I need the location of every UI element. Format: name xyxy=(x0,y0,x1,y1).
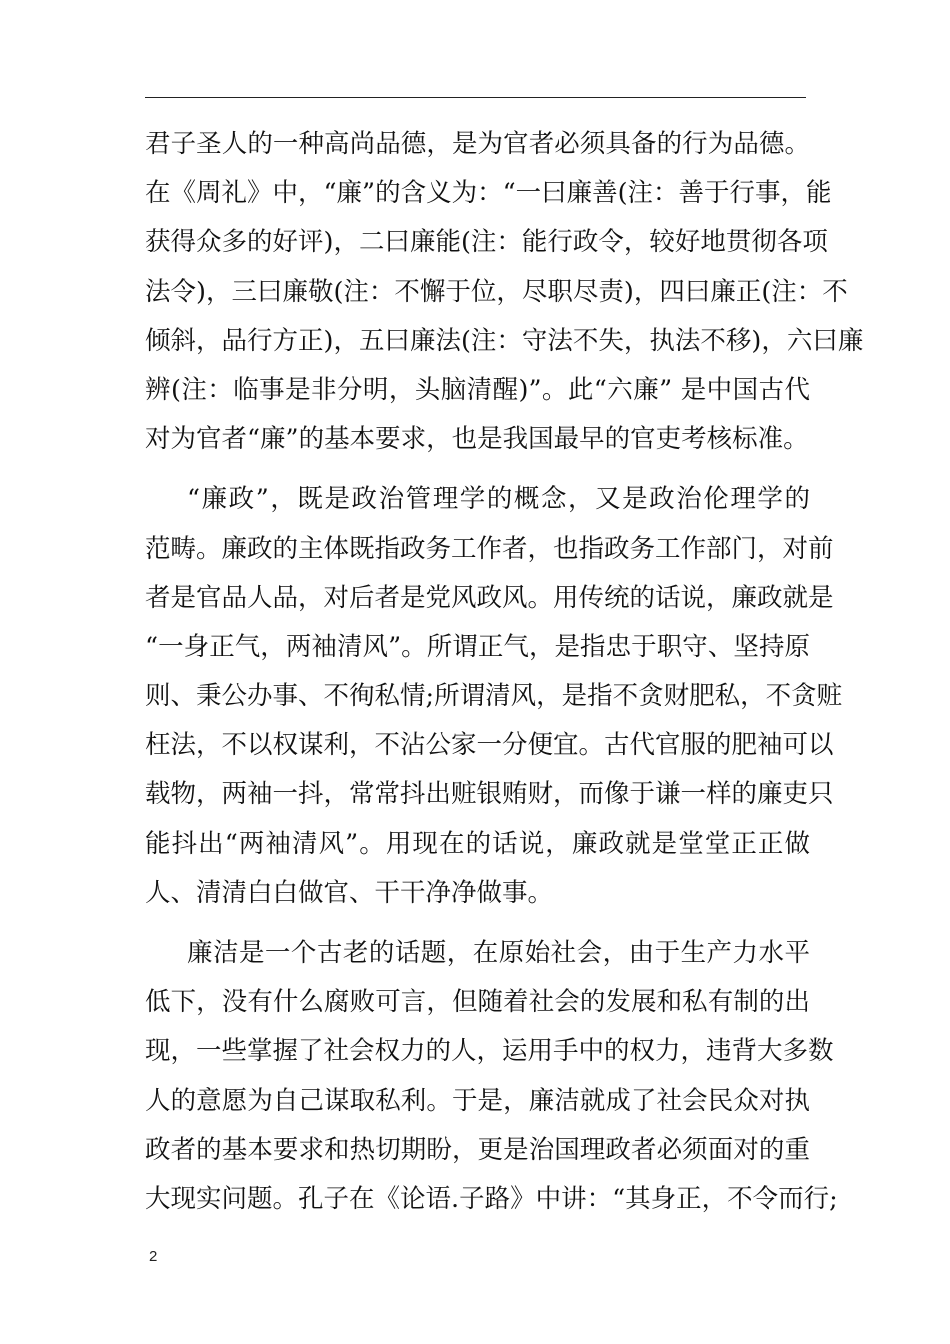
text-line: 人的意愿为自己谋取私利。于是，廉洁就成了社会民众对执 xyxy=(145,1085,810,1116)
text-line: 则、秉公办事、不徇私情;所谓清风，是指不贪财肥私，不贪赃 xyxy=(145,681,843,712)
paragraph-3 xyxy=(145,929,838,1224)
text-line: “廉政”，既是政治管理学的概念，又是政治伦理学的 xyxy=(187,484,810,515)
text-line: 者是官品人品，对后者是党风政风。用传统的话说，廉政就是 xyxy=(145,582,834,613)
text-line: 大现实问题。孔子在《论语.子路》中讲：“其身正，不令而行; xyxy=(145,1183,838,1214)
document-body xyxy=(145,120,864,1224)
text-line: 在《周礼》中，“廉”的含义为：“一曰廉善(注：善于行事，能 xyxy=(145,178,832,209)
page-number: 2 xyxy=(149,1248,158,1265)
text-line: 法令)，三曰廉敬(注：不懈于位，尽职尽责)，四曰廉正(注：不 xyxy=(145,276,848,307)
text-line: 倾斜，品行方正)，五曰廉法(注：守法不失，执法不移)，六曰廉 xyxy=(145,325,864,356)
header-rule xyxy=(145,97,806,98)
text-line: 低下，没有什么腐败可言，但随着社会的发展和私有制的出 xyxy=(145,987,810,1018)
paragraph-1 xyxy=(145,120,864,464)
text-line: 君子圣人的一种高尚品德，是为官者必须具备的行为品德。 xyxy=(145,129,810,159)
paragraph-2 xyxy=(145,475,843,918)
text-line: 人、清清白白做官、干干净净做事。 xyxy=(145,877,554,908)
text-line: 对为官者“廉”的基本要求，也是我国最早的官吏考核标准。 xyxy=(145,424,809,455)
text-line: 现，一些掌握了社会权力的人，运用手中的权力，违背大多数 xyxy=(145,1036,834,1067)
text-line: 获得众多的好评)，二曰廉能(注：能行政令，较好地贯彻各项 xyxy=(145,227,828,258)
text-line: 廉洁是一个古老的话题，在原始社会，由于生产力水平 xyxy=(187,938,810,968)
text-line: 能抖出“两袖清风”。用现在的话说，廉政就是堂堂正正做 xyxy=(145,828,810,859)
text-line: 枉法，不以权谋利，不沾公家一分便宜。古代官服的肥袖可以 xyxy=(145,730,834,761)
text-line: 辨(注：临事是非分明，头脑清醒)”。此“六廉” 是中国古代 xyxy=(145,374,810,405)
text-line: “一身正气，两袖清风”。所谓正气，是指忠于职守、坚持原 xyxy=(145,631,810,662)
text-line: 范畴。廉政的主体既指政务工作者，也指政务工作部门，对前 xyxy=(145,533,834,564)
text-line: 政者的基本要求和热切期盼，更是治国理政者必须面对的重 xyxy=(145,1134,810,1165)
text-line: 载物，两袖一抖，常常抖出赃银贿财，而像于谦一样的廉吏只 xyxy=(145,779,834,810)
